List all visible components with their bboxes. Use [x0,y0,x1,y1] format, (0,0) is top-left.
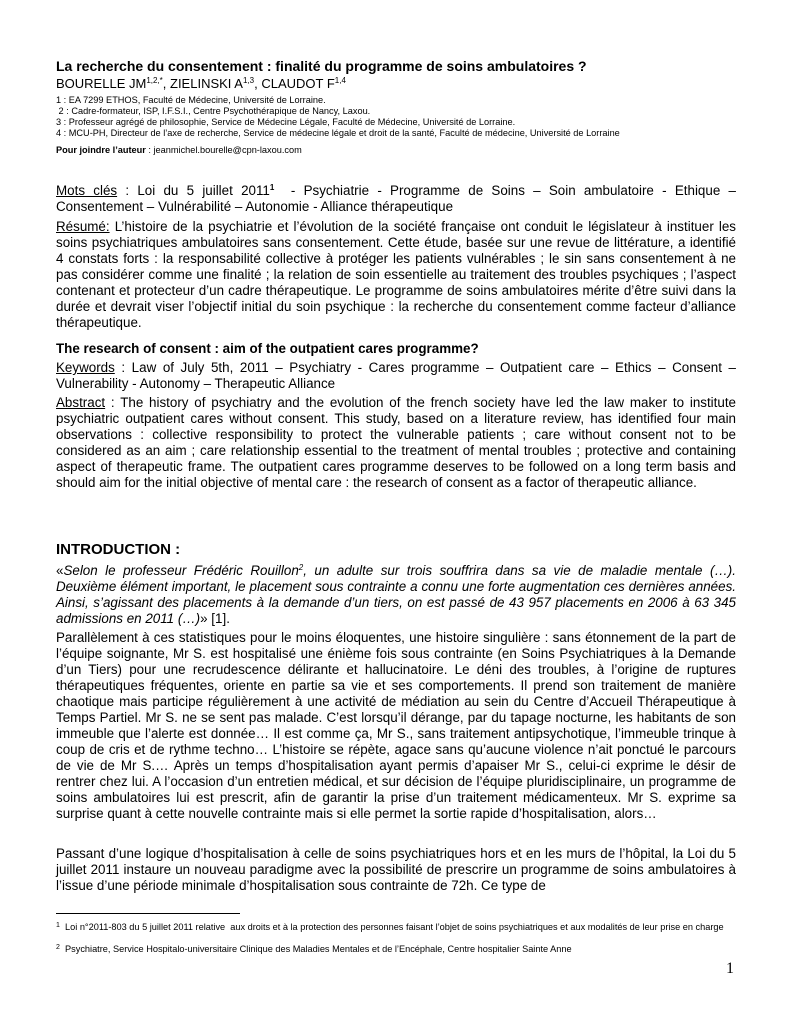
affiliation-3: 3 : Professeur agrégé de philosophie, Service de Médecine Légale, Faculté de Médecine, Université de Lorraine. [56,117,516,127]
mots-cles-block [56,183,740,215]
footnote-1 [56,922,736,933]
english-title: The research of consent : aim of the outpatient cares programme? [56,341,479,356]
footnote-ref-2: 2 [298,563,304,572]
contact-label: Pour joindre l’auteur [56,145,146,155]
footnote-ref-1: 1 [269,183,275,192]
author-zielinski: , ZIELINSKI A [162,76,243,91]
abstract-label: Abstract [56,395,106,410]
resume-text: L’histoire de la psychiatrie et l’évolution de la société française ont conduit le législateur à instituer les soins psychiatriques ambulatoires sans consentement. Cette étude, basée sur une revue de littérature, a identifié 4 constats forts : la responsabilité collective à protéger les patients vulnérables ; le sin sans consentement à ne pas considérer comme une finalité ; la relation de soin essentielle au traitement des troubles psychiques ; l’aspect contenant et protecteur d’un cadre thérapeutique. Le programme de soins ambulatoires mérite d’être suivi dans la durée et devrait viser l’objectif initial du soin psychique : la recherche du consentement comme facteur d’alliance thérapeutique. [56,219,736,330]
mots-cles-text-a: : Loi du 5 juillet 2011 [117,183,270,198]
article-title: La recherche du consentement : finalité du programme de soins ambulatoires ? [56,58,587,74]
affiliation-4: 4 : MCU-PH, Directeur de l’axe de recherche, Service de médecine légale et droit de la santé, Faculté de médecine, Université de Lorraine [56,128,620,138]
intro-quote [56,563,736,627]
footnote-2 [56,944,736,955]
footnote-divider [56,913,240,914]
intro-paragraph-1: Parallèlement à ces statistiques pour le moins éloquentes, une histoire singulière : sans étonnement de la part de l’équipe soignante, Mr S. est hospitalisé une énième fois sous contrainte (en Soins Psychiatriques à la Demande d’un Tiers) pour une recrudescence délirante et hallucinatoire. Le déni des troubles, à l’origine de ruptures thérapeutiques fréquentes, oriente en partie sa vie et ses comportements. Il prend son traitement de manière chaotique mais participe régulièrement à une activité de médiation au sein du Centre d’Accueil Thérapeutique à Temps Partiel. Mr S. ne se sent pas malade. C’est lorsqu’il dérange, par du tapage nocturne, les habitants de son immeuble que l’alerte est donnée… Il est comme ça, Mr S., sans traitement antipsychotique, l’immeuble trinque à coup de cris et de rythme techno… L’histoire se répète, agace sans qu’aucune violence n’ait ponctué le parcours de vie de Mr S.… Après un temps d’hospitalisation ayant permis d’apaiser Mr S., celui-ci exprime le désir de rentrer chez lui. A l’occasion d’un entretien médical, et sur décision de l’équipe pluridisciplinaire, un programme de soins ambulatoires lui est prescrit, afin de garantir la prise d’un traitement médicamenteux. Mr S. exprime sa surprise quant à cette nouvelle contrainte mais si elle permet la sortie rapide d’hospitalisation, alors… [56,630,736,821]
footnote-1-number: 1 [56,922,60,929]
mots-cles-text-b: - Psychiatrie - Programme de Soins – Soin ambulatoire - Ethique – Consentement – Vulnérabilité – Autonomie - Alliance thérapeutique [56,183,740,214]
introduction-heading: INTRODUCTION : [56,541,181,558]
intro-paragraph-2: Passant d’une logique d’hospitalisation à celle de soins psychiatriques hors et en les murs de l’hôpital, la Loi du 5 juillet 2011 instaure un nouveau paradigme avec la possibilité de prescrire un programme de soins ambulatoires à l’issue d’une période minimale d’hospitalisation sous contrainte de 72h. Ce type de [56,846,736,893]
affiliation-2: 2 : Cadre-formateur, ISP, I.F.S.I., Centre Psychothérapique de Nancy, Laxou. [56,106,371,116]
quote-close: » [1]. [200,611,230,626]
page-number: 1 [726,960,734,977]
author-bourelle: BOURELLE JM [56,76,147,91]
author-bourelle-affiliation: 1,2,* [146,76,163,85]
affiliation-1: 1 : EA 7299 ETHOS, Faculté de Médecine, Université de Lorraine. [56,95,326,105]
author-zielinski-affiliation: 1,3 [242,76,255,85]
author-claudot: , CLAUDOT F [254,76,335,91]
contact-line [56,145,302,155]
author-claudot-affiliation: 1,4 [334,76,346,85]
contact-email: : jeanmichel.bourelle@cpn-laxou.com [145,145,302,155]
mots-cles-label: Mots clés [56,183,118,198]
keywords-label: Keywords [56,360,115,375]
keywords-text: : Law of July 5th, 2011 – Psychiatry - Cares programme – Outpatient care – Ethics – Consent – Vulnerability - Autonomy – Therapeutic Alliance [56,360,736,391]
quote-text-b: , un adulte sur trois souffrira dans sa vie de maladie mentale (…). Deuxième élément important, le placement sous contrainte a connu une forte augmentation ces dernières années. Ainsi, s’agissant des placements à la demande d’un tiers, on est passé de 43 957 placements en 2006 à 63 345 admissions en 2011 (…) [56,563,736,626]
abstract-text: : The history of psychiatry and the evolution of the french society have led the law maker to institute psychiatric outpatient cares without consent. This study, based on a literature review, has identified four main observations : collective responsibility to protect the vulnerable patients ; care without consent not to be considered as an aim ; care relationship essential to the treatment of mental troubles ; protective and containing aspect of therapeutic frame. The outpatient cares programme deserves to be followed on a long term basis and should aim for the initial objective of mental care : the research of consent as a factor of therapeutic alliance. [56,395,736,490]
keywords-block [56,360,736,392]
footnote-1-text: Loi n°2011-803 du 5 juillet 2011 relative aux droits et à la protection des personnes faisant l’objet de soins psychiatriques et aux modalités de leur prise en charge [59,922,724,932]
footnote-2-text: Psychiatre, Service Hospitalo-universitaire Clinique des Maladies Mentales et de l’Encéphale, Centre hospitalier Sainte Anne [59,944,572,954]
quote-open: « [56,563,64,578]
quote-text-a: Selon le professeur Frédéric Rouillon [63,563,299,578]
resume-block [56,219,736,331]
author-line [56,76,346,91]
abstract-block [56,395,736,491]
footnote-2-number: 2 [56,944,60,951]
affiliation-list [56,95,620,139]
resume-label: Résumé: [56,219,110,234]
